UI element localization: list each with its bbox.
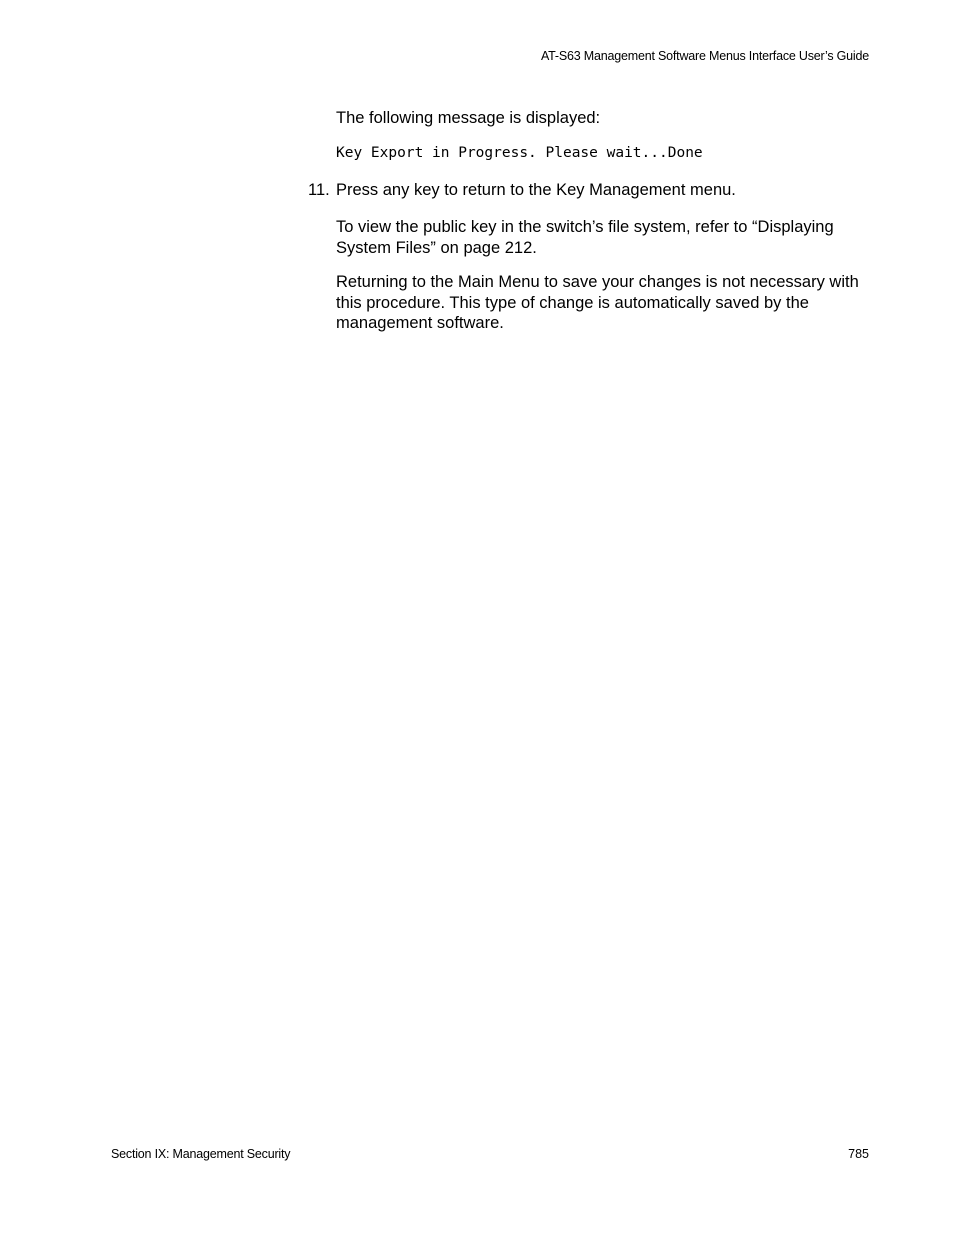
step-11 bbox=[308, 180, 736, 201]
view-key-paragraph: To view the public key in the switch’s file system, refer to “Displaying System Files” on page 212. bbox=[336, 218, 834, 257]
intro-paragraph: The following message is displayed: bbox=[336, 109, 601, 127]
footer-section: Section IX: Management Security bbox=[111, 1147, 291, 1161]
returning-paragraph: Returning to the Main Menu to save your changes is not necessary with this procedure. This type of change is automatically saved by the management software. bbox=[336, 273, 859, 332]
running-header: AT-S63 Management Software Menus Interface User’s Guide bbox=[540, 49, 869, 63]
code-message: Key Export in Progress. Please wait...Done bbox=[336, 145, 703, 161]
step-number: 11. bbox=[308, 181, 330, 199]
step-text: Press any key to return to the Key Management menu. bbox=[336, 181, 736, 199]
footer-page-number: 785 bbox=[848, 1147, 869, 1161]
